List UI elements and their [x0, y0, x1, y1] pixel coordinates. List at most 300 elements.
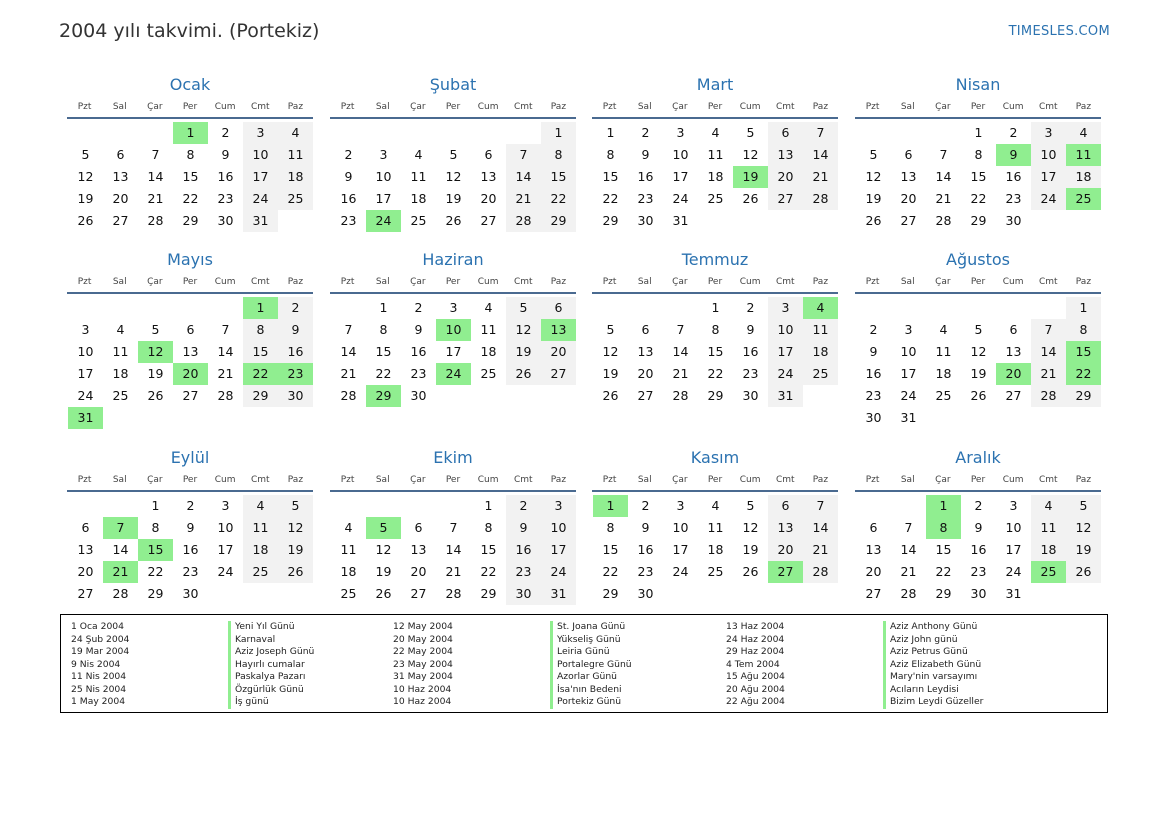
- day-cell: 30: [637, 586, 654, 601]
- day-cell: 5: [974, 322, 983, 337]
- day-cell: 13: [1005, 344, 1022, 359]
- day-grid: [331, 495, 576, 605]
- day-cell: 3: [1031, 122, 1066, 144]
- empty-cell: [891, 122, 926, 144]
- day-cell: 11: [707, 147, 724, 162]
- day-cell: 3: [541, 495, 576, 517]
- day-cell: 18: [340, 564, 357, 579]
- day-cell: 12: [602, 344, 619, 359]
- day-cell: 13: [900, 169, 917, 184]
- day-cell: 16: [637, 169, 654, 184]
- day-grid: [331, 122, 576, 232]
- day-cell: 30: [742, 388, 759, 403]
- empty-cell: [401, 122, 436, 144]
- legend-names-column: [883, 621, 983, 709]
- month-name: Eylül: [170, 448, 210, 467]
- day-cell: 18: [112, 366, 129, 381]
- day-cell: 25: [707, 564, 724, 579]
- day-cell: 18: [278, 166, 313, 188]
- day-cell: 14: [112, 542, 129, 557]
- day-cell: 3: [1009, 498, 1018, 513]
- day-cell: 26: [278, 561, 313, 583]
- empty-cell: [471, 122, 506, 144]
- day-cell: 6: [186, 322, 195, 337]
- empty-cell: [68, 495, 103, 517]
- holiday-day-cell: 24: [366, 210, 401, 232]
- weekday-label: Cmt: [775, 277, 795, 287]
- weekday-label: Paz: [550, 277, 567, 287]
- holiday-day-cell: 20: [173, 363, 208, 385]
- empty-cell: [593, 297, 628, 319]
- day-cell: 11: [480, 322, 497, 337]
- holiday-name: Bizim Leydi Güzeller: [883, 696, 983, 709]
- day-cell: 22: [602, 191, 619, 206]
- day-cell: 25: [410, 213, 427, 228]
- day-cell: 28: [1031, 385, 1066, 407]
- day-cell: 10: [1031, 144, 1066, 166]
- day-cell: 22: [970, 191, 987, 206]
- holiday-name: Yükseliş Günü: [550, 634, 632, 647]
- weekday-label: Sal: [900, 102, 915, 112]
- holiday-day-cell: 29: [366, 385, 401, 407]
- weekday-label: Cmt: [513, 475, 533, 485]
- day-cell: 18: [480, 344, 497, 359]
- day-cell: 27: [112, 213, 129, 228]
- day-cell: 9: [869, 344, 878, 359]
- day-cell: 31: [541, 583, 576, 605]
- day-cell: 17: [672, 169, 689, 184]
- day-cell: 5: [746, 125, 755, 140]
- day-cell: 16: [217, 169, 234, 184]
- holiday-name: Mary'nin varsayımı: [883, 671, 983, 684]
- day-cell: 27: [77, 586, 94, 601]
- day-cell: 22: [707, 366, 724, 381]
- day-cell: 6: [641, 322, 650, 337]
- day-cell: 7: [676, 322, 685, 337]
- day-grid: [593, 297, 838, 407]
- weekday-label: Cum: [1002, 475, 1024, 485]
- day-cell: 12: [375, 542, 392, 557]
- holiday-day-cell: 20: [996, 363, 1031, 385]
- weekday-label: Pzt: [77, 475, 92, 485]
- day-cell: 28: [506, 210, 541, 232]
- day-cell: 6: [81, 520, 90, 535]
- day-cell: 23: [506, 561, 541, 583]
- day-cell: 11: [803, 319, 838, 341]
- weekday-label: Per: [970, 102, 986, 112]
- day-cell: 29: [480, 586, 497, 601]
- weekday-label: Per: [970, 475, 986, 485]
- day-grid: [331, 297, 576, 407]
- day-cell: 10: [375, 169, 392, 184]
- weekday-header: [855, 99, 1101, 119]
- weekday-label: Çar: [935, 277, 951, 287]
- weekday-label: Cmt: [250, 102, 270, 112]
- empty-cell: [436, 495, 471, 517]
- day-cell: 30: [217, 213, 234, 228]
- weekday-label: Cum: [477, 102, 499, 112]
- day-cell: 22: [602, 564, 619, 579]
- weekday-label: Çar: [410, 277, 426, 287]
- day-cell: 9: [746, 322, 755, 337]
- empty-cell: [401, 495, 436, 517]
- month-name: Temmuz: [681, 250, 749, 269]
- month-3: [592, 74, 838, 232]
- empty-cell: [208, 297, 243, 319]
- weekday-header: [592, 274, 838, 294]
- day-cell: 5: [606, 322, 615, 337]
- day-cell: 24: [672, 564, 689, 579]
- day-cell: 3: [676, 125, 685, 140]
- month-4: [855, 74, 1101, 232]
- day-cell: 30: [637, 213, 654, 228]
- day-cell: 28: [900, 586, 917, 601]
- holiday-date: 20 May 2004: [393, 633, 453, 645]
- holiday-date: 1 Oca 2004: [71, 621, 124, 632]
- day-cell: 22: [375, 366, 392, 381]
- weekday-label: Pzt: [340, 277, 355, 287]
- day-cell: 16: [506, 539, 541, 561]
- day-cell: 5: [151, 322, 160, 337]
- weekday-label: Paz: [1075, 475, 1092, 485]
- day-cell: 25: [935, 388, 952, 403]
- day-cell: 14: [147, 169, 164, 184]
- day-cell: 28: [147, 213, 164, 228]
- weekday-label: Cum: [477, 475, 499, 485]
- empty-cell: [856, 122, 891, 144]
- day-cell: 20: [541, 341, 576, 363]
- day-cell: 4: [1031, 495, 1066, 517]
- weekday-label: Cum: [214, 102, 236, 112]
- holiday-day-cell: 21: [103, 561, 138, 583]
- weekday-label: Cmt: [513, 102, 533, 112]
- day-cell: 3: [449, 300, 458, 315]
- day-cell: 26: [77, 213, 94, 228]
- day-cell: 21: [340, 366, 357, 381]
- empty-cell: [891, 297, 926, 319]
- weekday-label: Paz: [287, 277, 304, 287]
- day-cell: 9: [414, 322, 423, 337]
- day-cell: 24: [1005, 564, 1022, 579]
- day-cell: 7: [151, 147, 160, 162]
- day-cell: 24: [217, 564, 234, 579]
- day-cell: 13: [865, 542, 882, 557]
- weekday-label: Cum: [1002, 102, 1024, 112]
- day-cell: 27: [1005, 388, 1022, 403]
- day-cell: 3: [81, 322, 90, 337]
- day-cell: 13: [768, 517, 803, 539]
- day-cell: 3: [379, 147, 388, 162]
- day-cell: 20: [900, 191, 917, 206]
- day-cell: 29: [147, 586, 164, 601]
- day-cell: 19: [506, 341, 541, 363]
- empty-cell: [366, 495, 401, 517]
- day-cell: 2: [186, 498, 195, 513]
- weekday-label: Sal: [900, 475, 915, 485]
- weekday-label: Sal: [112, 475, 127, 485]
- day-cell: 9: [974, 520, 983, 535]
- day-cell: 2: [221, 125, 230, 140]
- day-cell: 8: [606, 520, 615, 535]
- day-cell: 29: [243, 385, 278, 407]
- day-cell: 10: [243, 144, 278, 166]
- day-grid: [856, 122, 1101, 232]
- empty-cell: [366, 122, 401, 144]
- day-cell: 17: [541, 539, 576, 561]
- day-cell: 20: [768, 539, 803, 561]
- day-cell: 17: [375, 191, 392, 206]
- weekday-label: Çar: [672, 277, 688, 287]
- weekday-label: Pzt: [340, 102, 355, 112]
- day-cell: 17: [1005, 542, 1022, 557]
- empty-cell: [138, 297, 173, 319]
- day-cell: 1: [484, 498, 493, 513]
- day-cell: 23: [410, 366, 427, 381]
- day-cell: 6: [484, 147, 493, 162]
- weekday-label: Paz: [287, 102, 304, 112]
- holiday-day-cell: 25: [1031, 561, 1066, 583]
- weekday-label: Pzt: [77, 277, 92, 287]
- day-cell: 4: [1066, 122, 1101, 144]
- day-cell: 4: [939, 322, 948, 337]
- day-grid: [68, 495, 313, 605]
- holiday-date: 10 Haz 2004: [393, 696, 452, 707]
- day-cell: 5: [869, 147, 878, 162]
- holiday-day-cell: 1: [173, 122, 208, 144]
- day-cell: 17: [445, 344, 462, 359]
- holiday-name: Aziz Joseph Günü: [228, 646, 314, 659]
- holiday-name: Aziz Petrus Günü: [883, 646, 983, 659]
- holiday-date: 10 Haz 2004: [393, 683, 452, 695]
- weekday-label: Çar: [410, 102, 426, 112]
- weekday-label: Paz: [812, 277, 829, 287]
- day-cell: 21: [506, 188, 541, 210]
- day-cell: 10: [217, 520, 234, 535]
- day-cell: 24: [900, 388, 917, 403]
- day-grid: [593, 122, 838, 232]
- day-grid: [856, 495, 1101, 605]
- day-cell: 9: [506, 517, 541, 539]
- day-cell: 29: [970, 213, 987, 228]
- day-grid: [856, 297, 1101, 429]
- weekday-label: Pzt: [77, 102, 92, 112]
- day-cell: 25: [803, 363, 838, 385]
- day-cell: 20: [865, 564, 882, 579]
- day-cell: 27: [480, 213, 497, 228]
- day-cell: 23: [742, 366, 759, 381]
- weekday-label: Cum: [1002, 277, 1024, 287]
- holiday-name: Portekiz Günü: [550, 696, 632, 709]
- day-cell: 1: [541, 122, 576, 144]
- holiday-name: Hayırlı cumalar: [228, 659, 314, 672]
- day-cell: 16: [742, 344, 759, 359]
- day-cell: 6: [869, 520, 878, 535]
- weekday-label: Çar: [672, 102, 688, 112]
- holiday-day-cell: 15: [1066, 341, 1101, 363]
- empty-cell: [68, 122, 103, 144]
- day-cell: 29: [602, 586, 619, 601]
- day-cell: 21: [1031, 363, 1066, 385]
- day-cell: 28: [445, 586, 462, 601]
- day-cell: 29: [1066, 385, 1101, 407]
- day-cell: 15: [935, 542, 952, 557]
- page-title: 2004 yılı takvimi. (Portekiz): [59, 20, 320, 42]
- empty-cell: [138, 122, 173, 144]
- weekday-label: Cum: [739, 475, 761, 485]
- holiday-day-cell: 12: [138, 341, 173, 363]
- holiday-name: Acıların Leydisi: [883, 684, 983, 697]
- day-cell: 9: [186, 520, 195, 535]
- day-cell: 30: [970, 586, 987, 601]
- weekday-label: Çar: [147, 102, 163, 112]
- day-cell: 15: [602, 169, 619, 184]
- day-cell: 5: [506, 297, 541, 319]
- day-cell: 4: [243, 495, 278, 517]
- day-cell: 26: [147, 388, 164, 403]
- day-cell: 3: [904, 322, 913, 337]
- day-cell: 7: [904, 520, 913, 535]
- holiday-name: Leiria Günü: [550, 646, 632, 659]
- day-grid: [593, 495, 838, 605]
- day-cell: 7: [803, 122, 838, 144]
- weekday-label: Cmt: [775, 102, 795, 112]
- day-cell: 26: [970, 388, 987, 403]
- day-cell: 8: [379, 322, 388, 337]
- day-cell: 14: [900, 542, 917, 557]
- day-cell: 14: [803, 517, 838, 539]
- day-cell: 2: [641, 498, 650, 513]
- empty-cell: [856, 297, 891, 319]
- day-cell: 28: [112, 586, 129, 601]
- day-cell: 29: [602, 213, 619, 228]
- day-cell: 6: [768, 495, 803, 517]
- weekday-label: Cum: [739, 102, 761, 112]
- day-cell: 7: [221, 322, 230, 337]
- weekday-label: Paz: [550, 475, 567, 485]
- holiday-day-cell: 13: [541, 319, 576, 341]
- day-cell: 25: [278, 188, 313, 210]
- day-cell: 18: [935, 366, 952, 381]
- day-cell: 11: [707, 520, 724, 535]
- day-cell: 11: [278, 144, 313, 166]
- day-cell: 26: [865, 213, 882, 228]
- day-cell: 15: [970, 169, 987, 184]
- day-cell: 19: [865, 191, 882, 206]
- day-cell: 2: [746, 300, 755, 315]
- month-12: [855, 447, 1101, 605]
- day-cell: 24: [243, 188, 278, 210]
- weekday-label: Cmt: [1038, 475, 1058, 485]
- day-cell: 10: [768, 319, 803, 341]
- day-cell: 3: [768, 297, 803, 319]
- day-cell: 14: [445, 542, 462, 557]
- weekday-label: Cum: [477, 277, 499, 287]
- day-cell: 14: [935, 169, 952, 184]
- day-cell: 18: [243, 539, 278, 561]
- day-cell: 23: [970, 564, 987, 579]
- day-cell: 1: [1066, 297, 1101, 319]
- day-cell: 5: [81, 147, 90, 162]
- weekday-label: Cmt: [513, 277, 533, 287]
- day-cell: 30: [278, 385, 313, 407]
- day-cell: 8: [974, 147, 983, 162]
- weekday-label: Paz: [812, 102, 829, 112]
- holiday-day-cell: 27: [768, 561, 803, 583]
- day-cell: 29: [707, 388, 724, 403]
- day-cell: 22: [182, 191, 199, 206]
- day-cell: 26: [506, 363, 541, 385]
- empty-cell: [68, 297, 103, 319]
- day-cell: 15: [480, 542, 497, 557]
- day-cell: 26: [742, 564, 759, 579]
- empty-cell: [331, 495, 366, 517]
- day-cell: 9: [278, 319, 313, 341]
- day-cell: 2: [974, 498, 983, 513]
- legend-dates-column: [726, 621, 785, 709]
- day-cell: 1: [151, 498, 160, 513]
- holiday-day-cell: 23: [278, 363, 313, 385]
- day-cell: 2: [344, 147, 353, 162]
- day-cell: 19: [970, 366, 987, 381]
- day-cell: 10: [77, 344, 94, 359]
- weekday-label: Paz: [1075, 102, 1092, 112]
- holiday-name: Azorlar Günü: [550, 671, 632, 684]
- day-cell: 4: [116, 322, 125, 337]
- day-cell: 30: [865, 410, 882, 425]
- empty-cell: [436, 122, 471, 144]
- day-cell: 15: [243, 341, 278, 363]
- month-name: Aralık: [955, 448, 1001, 467]
- day-cell: 10: [672, 147, 689, 162]
- weekday-label: Cmt: [1038, 102, 1058, 112]
- empty-cell: [506, 122, 541, 144]
- day-cell: 16: [865, 366, 882, 381]
- weekday-header: [330, 99, 576, 119]
- holiday-date: 13 Haz 2004: [726, 621, 785, 632]
- day-cell: 23: [340, 213, 357, 228]
- weekday-label: Paz: [1075, 277, 1092, 287]
- day-cell: 21: [803, 539, 838, 561]
- day-cell: 21: [672, 366, 689, 381]
- day-cell: 8: [606, 147, 615, 162]
- day-cell: 23: [182, 564, 199, 579]
- day-cell: 25: [480, 366, 497, 381]
- day-cell: 12: [278, 517, 313, 539]
- holiday-name: İş günü: [228, 696, 314, 709]
- day-cell: 22: [480, 564, 497, 579]
- holiday-day-cell: 10: [436, 319, 471, 341]
- day-cell: 31: [768, 385, 803, 407]
- day-cell: 8: [541, 144, 576, 166]
- day-cell: 7: [1031, 319, 1066, 341]
- weekday-label: Per: [182, 475, 198, 485]
- day-cell: 18: [707, 542, 724, 557]
- day-cell: 6: [541, 297, 576, 319]
- day-cell: 19: [742, 542, 759, 557]
- day-cell: 8: [151, 520, 160, 535]
- brand-link[interactable]: TIMESLES.COM: [1008, 24, 1110, 39]
- day-cell: 28: [803, 561, 838, 583]
- day-cell: 15: [541, 166, 576, 188]
- day-cell: 26: [1066, 561, 1101, 583]
- day-cell: 2: [278, 297, 313, 319]
- weekday-label: Per: [445, 102, 461, 112]
- day-cell: 8: [1066, 319, 1101, 341]
- weekday-label: Sal: [375, 277, 390, 287]
- day-cell: 21: [935, 191, 952, 206]
- weekday-label: Sal: [375, 102, 390, 112]
- weekday-label: Çar: [935, 475, 951, 485]
